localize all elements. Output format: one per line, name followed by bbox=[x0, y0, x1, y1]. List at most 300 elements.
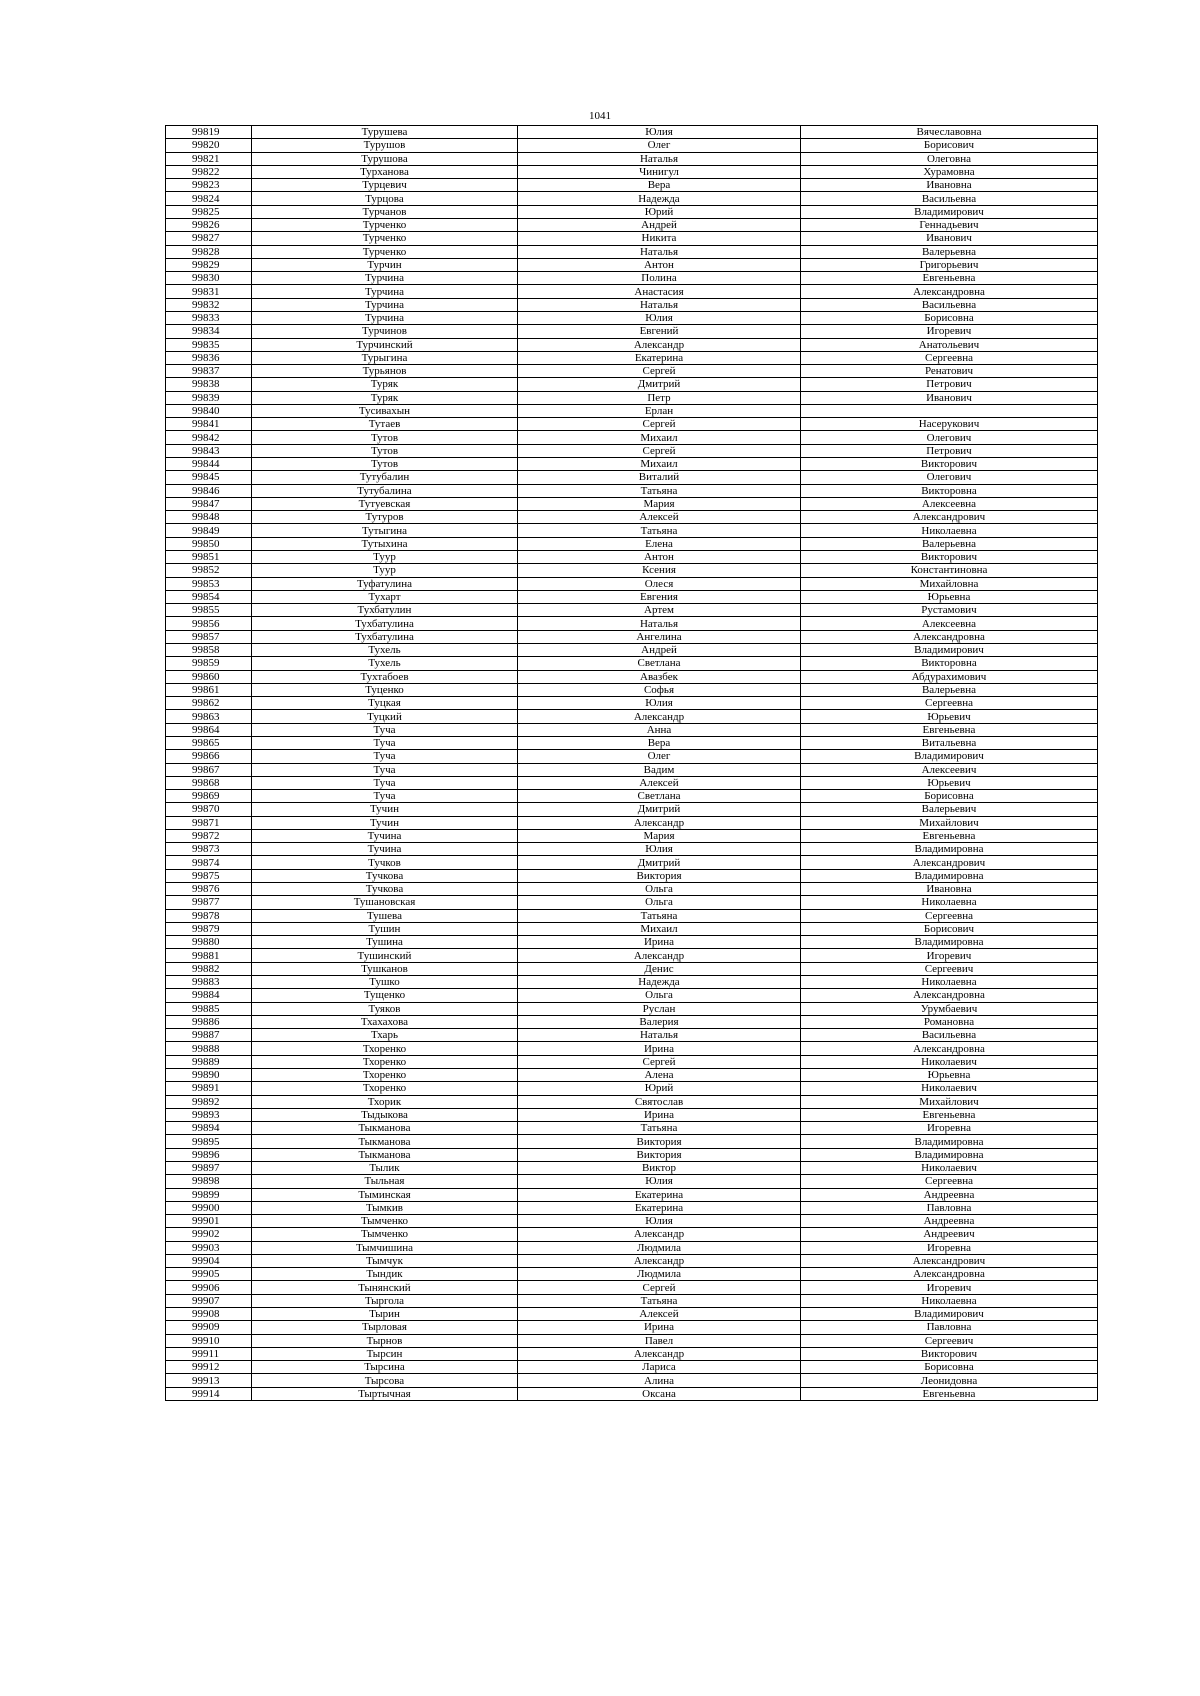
surname: Тхоренко bbox=[252, 1055, 518, 1068]
patronymic: Валерьевна bbox=[801, 537, 1098, 550]
row-number: 99862 bbox=[166, 697, 252, 710]
first-name: Светлана bbox=[518, 790, 801, 803]
patronymic: Хурамовна bbox=[801, 165, 1098, 178]
patronymic: Игоревна bbox=[801, 1122, 1098, 1135]
row-number: 99827 bbox=[166, 232, 252, 245]
first-name: Вера bbox=[518, 736, 801, 749]
patronymic: Александровна bbox=[801, 630, 1098, 643]
first-name: Анна bbox=[518, 723, 801, 736]
first-name: Александр bbox=[518, 710, 801, 723]
table-row bbox=[166, 378, 1098, 391]
row-number: 99849 bbox=[166, 524, 252, 537]
row-number: 99897 bbox=[166, 1161, 252, 1174]
surname: Туценко bbox=[252, 683, 518, 696]
first-name: Алена bbox=[518, 1068, 801, 1081]
patronymic: Владимировна bbox=[801, 1135, 1098, 1148]
row-number: 99832 bbox=[166, 298, 252, 311]
row-number: 99851 bbox=[166, 551, 252, 564]
first-name: Елена bbox=[518, 537, 801, 550]
patronymic: Борисовна bbox=[801, 311, 1098, 324]
table-row bbox=[166, 192, 1098, 205]
surname: Тхоренко bbox=[252, 1082, 518, 1095]
row-number: 99837 bbox=[166, 365, 252, 378]
table-row bbox=[166, 431, 1098, 444]
table-row bbox=[166, 524, 1098, 537]
surname: Турчанов bbox=[252, 205, 518, 218]
patronymic: Сергеевна bbox=[801, 351, 1098, 364]
surname: Тымченко bbox=[252, 1228, 518, 1241]
row-number: 99822 bbox=[166, 165, 252, 178]
first-name: Татьяна bbox=[518, 1122, 801, 1135]
row-number: 99830 bbox=[166, 272, 252, 285]
patronymic: Насерукович bbox=[801, 418, 1098, 431]
row-number: 99894 bbox=[166, 1122, 252, 1135]
table-row bbox=[166, 976, 1098, 989]
table-row bbox=[166, 989, 1098, 1002]
first-name: Виктория bbox=[518, 869, 801, 882]
surname: Тылик bbox=[252, 1161, 518, 1174]
row-number: 99843 bbox=[166, 444, 252, 457]
surname: Тусивахын bbox=[252, 404, 518, 417]
first-name: Юрий bbox=[518, 205, 801, 218]
surname: Тымкив bbox=[252, 1201, 518, 1214]
patronymic: Николаевна bbox=[801, 896, 1098, 909]
table-row bbox=[166, 1254, 1098, 1267]
table-row bbox=[166, 922, 1098, 935]
table-row bbox=[166, 1321, 1098, 1334]
patronymic: Владимирович bbox=[801, 1308, 1098, 1321]
table-row bbox=[166, 1294, 1098, 1307]
row-number: 99876 bbox=[166, 883, 252, 896]
first-name: Виктория bbox=[518, 1148, 801, 1161]
surname: Турченко bbox=[252, 218, 518, 231]
surname: Турчинов bbox=[252, 325, 518, 338]
row-number: 99850 bbox=[166, 537, 252, 550]
table-row bbox=[166, 1374, 1098, 1387]
first-name: Александр bbox=[518, 816, 801, 829]
row-number: 99820 bbox=[166, 139, 252, 152]
surname: Тырсин bbox=[252, 1347, 518, 1360]
row-number: 99841 bbox=[166, 418, 252, 431]
patronymic: Иванович bbox=[801, 391, 1098, 404]
patronymic: Рустамович bbox=[801, 604, 1098, 617]
row-number: 99853 bbox=[166, 577, 252, 590]
surname: Туча bbox=[252, 763, 518, 776]
table-row bbox=[166, 165, 1098, 178]
patronymic bbox=[801, 404, 1098, 417]
patronymic: Николаевич bbox=[801, 1161, 1098, 1174]
first-name: Татьяна bbox=[518, 909, 801, 922]
row-number: 99854 bbox=[166, 590, 252, 603]
first-name: Руслан bbox=[518, 1002, 801, 1015]
patronymic: Викторович bbox=[801, 1347, 1098, 1360]
surname: Тушин bbox=[252, 922, 518, 935]
patronymic: Романовна bbox=[801, 1015, 1098, 1028]
table-row bbox=[166, 551, 1098, 564]
patronymic: Валерьевич bbox=[801, 803, 1098, 816]
row-number: 99895 bbox=[166, 1135, 252, 1148]
patronymic: Николаевна bbox=[801, 524, 1098, 537]
surname: Тучков bbox=[252, 856, 518, 869]
roster-body bbox=[166, 126, 1098, 1401]
surname: Туур bbox=[252, 564, 518, 577]
patronymic: Юрьевич bbox=[801, 710, 1098, 723]
surname: Турханова bbox=[252, 165, 518, 178]
first-name: Виктор bbox=[518, 1161, 801, 1174]
first-name: Олег bbox=[518, 750, 801, 763]
row-number: 99893 bbox=[166, 1108, 252, 1121]
patronymic: Викторович bbox=[801, 458, 1098, 471]
row-number: 99859 bbox=[166, 657, 252, 670]
table-row bbox=[166, 643, 1098, 656]
patronymic: Викторович bbox=[801, 551, 1098, 564]
surname: Турчин bbox=[252, 258, 518, 271]
table-row bbox=[166, 909, 1098, 922]
first-name: Михаил bbox=[518, 922, 801, 935]
patronymic: Леонидовна bbox=[801, 1374, 1098, 1387]
table-row bbox=[166, 843, 1098, 856]
surname: Тучина bbox=[252, 843, 518, 856]
first-name: Виктория bbox=[518, 1135, 801, 1148]
first-name: Сергей bbox=[518, 418, 801, 431]
patronymic: Владимирович bbox=[801, 643, 1098, 656]
table-row bbox=[166, 1095, 1098, 1108]
table-row bbox=[166, 1055, 1098, 1068]
first-name: Юлия bbox=[518, 1215, 801, 1228]
table-row bbox=[166, 1068, 1098, 1081]
surname: Турушова bbox=[252, 152, 518, 165]
row-number: 99898 bbox=[166, 1175, 252, 1188]
row-number: 99908 bbox=[166, 1308, 252, 1321]
row-number: 99880 bbox=[166, 936, 252, 949]
table-row bbox=[166, 1241, 1098, 1254]
surname: Турцевич bbox=[252, 179, 518, 192]
first-name: Лариса bbox=[518, 1361, 801, 1374]
surname: Тутов bbox=[252, 458, 518, 471]
patronymic: Юрьевна bbox=[801, 1068, 1098, 1081]
table-row bbox=[166, 511, 1098, 524]
table-row bbox=[166, 1161, 1098, 1174]
first-name: Олеся bbox=[518, 577, 801, 590]
surname: Туча bbox=[252, 750, 518, 763]
first-name: Артем bbox=[518, 604, 801, 617]
first-name: Екатерина bbox=[518, 1188, 801, 1201]
table-row bbox=[166, 577, 1098, 590]
first-name: Мария bbox=[518, 829, 801, 842]
patronymic: Алексеевна bbox=[801, 617, 1098, 630]
row-number: 99839 bbox=[166, 391, 252, 404]
surname: Тучкова bbox=[252, 869, 518, 882]
patronymic: Константиновна bbox=[801, 564, 1098, 577]
table-row bbox=[166, 564, 1098, 577]
first-name: Юлия bbox=[518, 126, 801, 139]
table-row bbox=[166, 152, 1098, 165]
patronymic: Ивановна bbox=[801, 883, 1098, 896]
table-row bbox=[166, 736, 1098, 749]
patronymic: Борисовна bbox=[801, 790, 1098, 803]
surname: Тухарт bbox=[252, 590, 518, 603]
table-row bbox=[166, 1135, 1098, 1148]
surname: Туцкая bbox=[252, 697, 518, 710]
patronymic: Васильевна bbox=[801, 1029, 1098, 1042]
table-row bbox=[166, 232, 1098, 245]
table-row bbox=[166, 537, 1098, 550]
patronymic: Александрович bbox=[801, 511, 1098, 524]
surname: Туча bbox=[252, 790, 518, 803]
first-name: Ольга bbox=[518, 989, 801, 1002]
surname: Тушина bbox=[252, 936, 518, 949]
first-name: Ксения bbox=[518, 564, 801, 577]
first-name: Дмитрий bbox=[518, 803, 801, 816]
surname: Тушановская bbox=[252, 896, 518, 909]
row-number: 99911 bbox=[166, 1347, 252, 1360]
surname: Тутубалин bbox=[252, 471, 518, 484]
first-name: Анастасия bbox=[518, 285, 801, 298]
row-number: 99858 bbox=[166, 643, 252, 656]
table-row bbox=[166, 962, 1098, 975]
table-row bbox=[166, 869, 1098, 882]
surname: Тынянский bbox=[252, 1281, 518, 1294]
row-number: 99842 bbox=[166, 431, 252, 444]
patronymic: Игоревич bbox=[801, 325, 1098, 338]
table-row bbox=[166, 723, 1098, 736]
first-name: Денис bbox=[518, 962, 801, 975]
row-number: 99819 bbox=[166, 126, 252, 139]
first-name: Авазбек bbox=[518, 670, 801, 683]
surname: Тхарь bbox=[252, 1029, 518, 1042]
surname: Тыкманова bbox=[252, 1135, 518, 1148]
table-row bbox=[166, 790, 1098, 803]
surname: Тухбатулин bbox=[252, 604, 518, 617]
table-row bbox=[166, 391, 1098, 404]
row-number: 99887 bbox=[166, 1029, 252, 1042]
first-name: Павел bbox=[518, 1334, 801, 1347]
table-row bbox=[166, 803, 1098, 816]
row-number: 99913 bbox=[166, 1374, 252, 1387]
table-row bbox=[166, 1029, 1098, 1042]
first-name: Александр bbox=[518, 949, 801, 962]
surname: Тушинский bbox=[252, 949, 518, 962]
surname: Тучкова bbox=[252, 883, 518, 896]
table-row bbox=[166, 311, 1098, 324]
table-row bbox=[166, 670, 1098, 683]
patronymic: Владимировна bbox=[801, 843, 1098, 856]
row-number: 99824 bbox=[166, 192, 252, 205]
patronymic: Викторовна bbox=[801, 657, 1098, 670]
patronymic: Игоревич bbox=[801, 949, 1098, 962]
first-name: Ирина bbox=[518, 1042, 801, 1055]
patronymic: Иванович bbox=[801, 232, 1098, 245]
surname: Турушева bbox=[252, 126, 518, 139]
first-name: Ангелина bbox=[518, 630, 801, 643]
row-number: 99846 bbox=[166, 484, 252, 497]
first-name: Юлия bbox=[518, 311, 801, 324]
table-row bbox=[166, 683, 1098, 696]
patronymic: Павловна bbox=[801, 1321, 1098, 1334]
row-number: 99847 bbox=[166, 497, 252, 510]
first-name: Наталья bbox=[518, 245, 801, 258]
first-name: Валерия bbox=[518, 1015, 801, 1028]
row-number: 99838 bbox=[166, 378, 252, 391]
row-number: 99873 bbox=[166, 843, 252, 856]
table-row bbox=[166, 697, 1098, 710]
surname: Тыртычная bbox=[252, 1387, 518, 1400]
first-name: Ольга bbox=[518, 883, 801, 896]
table-row bbox=[166, 936, 1098, 949]
first-name: Алина bbox=[518, 1374, 801, 1387]
surname: Тутуров bbox=[252, 511, 518, 524]
surname: Тымченко bbox=[252, 1215, 518, 1228]
surname: Тутубалина bbox=[252, 484, 518, 497]
surname: Тутуевская bbox=[252, 497, 518, 510]
first-name: Александр bbox=[518, 1228, 801, 1241]
patronymic: Ренатович bbox=[801, 365, 1098, 378]
patronymic: Александрович bbox=[801, 856, 1098, 869]
row-number: 99828 bbox=[166, 245, 252, 258]
table-row bbox=[166, 218, 1098, 231]
table-row bbox=[166, 139, 1098, 152]
row-number: 99829 bbox=[166, 258, 252, 271]
page-number: 1041 bbox=[589, 110, 611, 122]
patronymic: Абдурахимович bbox=[801, 670, 1098, 683]
row-number: 99871 bbox=[166, 816, 252, 829]
first-name: Михаил bbox=[518, 431, 801, 444]
first-name: Ерлан bbox=[518, 404, 801, 417]
row-number: 99877 bbox=[166, 896, 252, 909]
row-number: 99879 bbox=[166, 922, 252, 935]
table-row bbox=[166, 1082, 1098, 1095]
roster-table bbox=[165, 125, 1098, 1401]
first-name: Ирина bbox=[518, 1321, 801, 1334]
first-name: Андрей bbox=[518, 218, 801, 231]
table-row bbox=[166, 763, 1098, 776]
first-name: Ольга bbox=[518, 896, 801, 909]
table-row bbox=[166, 1361, 1098, 1374]
first-name: Александр bbox=[518, 1254, 801, 1267]
first-name: Дмитрий bbox=[518, 856, 801, 869]
patronymic: Анатольевич bbox=[801, 338, 1098, 351]
row-number: 99901 bbox=[166, 1215, 252, 1228]
table-row bbox=[166, 949, 1098, 962]
row-number: 99864 bbox=[166, 723, 252, 736]
row-number: 99885 bbox=[166, 1002, 252, 1015]
row-number: 99878 bbox=[166, 909, 252, 922]
first-name: Юлия bbox=[518, 697, 801, 710]
first-name: Светлана bbox=[518, 657, 801, 670]
first-name: Андрей bbox=[518, 643, 801, 656]
row-number: 99863 bbox=[166, 710, 252, 723]
table-row bbox=[166, 1387, 1098, 1400]
row-number: 99875 bbox=[166, 869, 252, 882]
table-row bbox=[166, 126, 1098, 139]
surname: Турчина bbox=[252, 285, 518, 298]
first-name: Вадим bbox=[518, 763, 801, 776]
patronymic: Сергеевич bbox=[801, 1334, 1098, 1347]
first-name: Алексей bbox=[518, 511, 801, 524]
surname: Туцкий bbox=[252, 710, 518, 723]
surname: Тырловая bbox=[252, 1321, 518, 1334]
patronymic: Андреевна bbox=[801, 1188, 1098, 1201]
patronymic: Александровна bbox=[801, 989, 1098, 1002]
patronymic: Сергеевна bbox=[801, 909, 1098, 922]
first-name: Вера bbox=[518, 179, 801, 192]
patronymic: Алексеевна bbox=[801, 497, 1098, 510]
row-number: 99889 bbox=[166, 1055, 252, 1068]
table-row bbox=[166, 856, 1098, 869]
row-number: 99840 bbox=[166, 404, 252, 417]
table-row bbox=[166, 351, 1098, 364]
table-row bbox=[166, 1281, 1098, 1294]
surname: Тутыхина bbox=[252, 537, 518, 550]
patronymic: Николаевна bbox=[801, 1294, 1098, 1307]
row-number: 99825 bbox=[166, 205, 252, 218]
patronymic: Сергеевич bbox=[801, 962, 1098, 975]
first-name: Екатерина bbox=[518, 1201, 801, 1214]
table-row bbox=[166, 604, 1098, 617]
row-number: 99891 bbox=[166, 1082, 252, 1095]
row-number: 99903 bbox=[166, 1241, 252, 1254]
first-name: Антон bbox=[518, 258, 801, 271]
table-row bbox=[166, 484, 1098, 497]
table-row bbox=[166, 657, 1098, 670]
first-name: Татьяна bbox=[518, 1294, 801, 1307]
patronymic: Витальевна bbox=[801, 736, 1098, 749]
row-number: 99890 bbox=[166, 1068, 252, 1081]
surname: Тыдыкова bbox=[252, 1108, 518, 1121]
table-row bbox=[166, 1015, 1098, 1028]
table-row bbox=[166, 896, 1098, 909]
row-number: 99914 bbox=[166, 1387, 252, 1400]
row-number: 99909 bbox=[166, 1321, 252, 1334]
row-number: 99855 bbox=[166, 604, 252, 617]
table-row bbox=[166, 444, 1098, 457]
table-row bbox=[166, 1108, 1098, 1121]
row-number: 99856 bbox=[166, 617, 252, 630]
patronymic: Юрьевна bbox=[801, 590, 1098, 603]
surname: Тушко bbox=[252, 976, 518, 989]
surname: Туряк bbox=[252, 378, 518, 391]
patronymic: Петрович bbox=[801, 444, 1098, 457]
surname: Турыгина bbox=[252, 351, 518, 364]
row-number: 99892 bbox=[166, 1095, 252, 1108]
surname: Туфатулина bbox=[252, 577, 518, 590]
row-number: 99874 bbox=[166, 856, 252, 869]
table-row bbox=[166, 1148, 1098, 1161]
patronymic: Николаевна bbox=[801, 976, 1098, 989]
first-name: Екатерина bbox=[518, 351, 801, 364]
surname: Тушканов bbox=[252, 962, 518, 975]
first-name: Ирина bbox=[518, 936, 801, 949]
first-name: Софья bbox=[518, 683, 801, 696]
surname: Тухбатулина bbox=[252, 630, 518, 643]
table-row bbox=[166, 179, 1098, 192]
first-name: Наталья bbox=[518, 298, 801, 311]
first-name: Виталий bbox=[518, 471, 801, 484]
row-number: 99888 bbox=[166, 1042, 252, 1055]
patronymic: Борисович bbox=[801, 139, 1098, 152]
patronymic: Николаевич bbox=[801, 1055, 1098, 1068]
patronymic: Петрович bbox=[801, 378, 1098, 391]
table-row bbox=[166, 1042, 1098, 1055]
row-number: 99907 bbox=[166, 1294, 252, 1307]
surname: Тхорик bbox=[252, 1095, 518, 1108]
table-row bbox=[166, 285, 1098, 298]
row-number: 99881 bbox=[166, 949, 252, 962]
table-row bbox=[166, 1002, 1098, 1015]
patronymic: Александровна bbox=[801, 285, 1098, 298]
patronymic: Владимирович bbox=[801, 205, 1098, 218]
surname: Турченко bbox=[252, 245, 518, 258]
